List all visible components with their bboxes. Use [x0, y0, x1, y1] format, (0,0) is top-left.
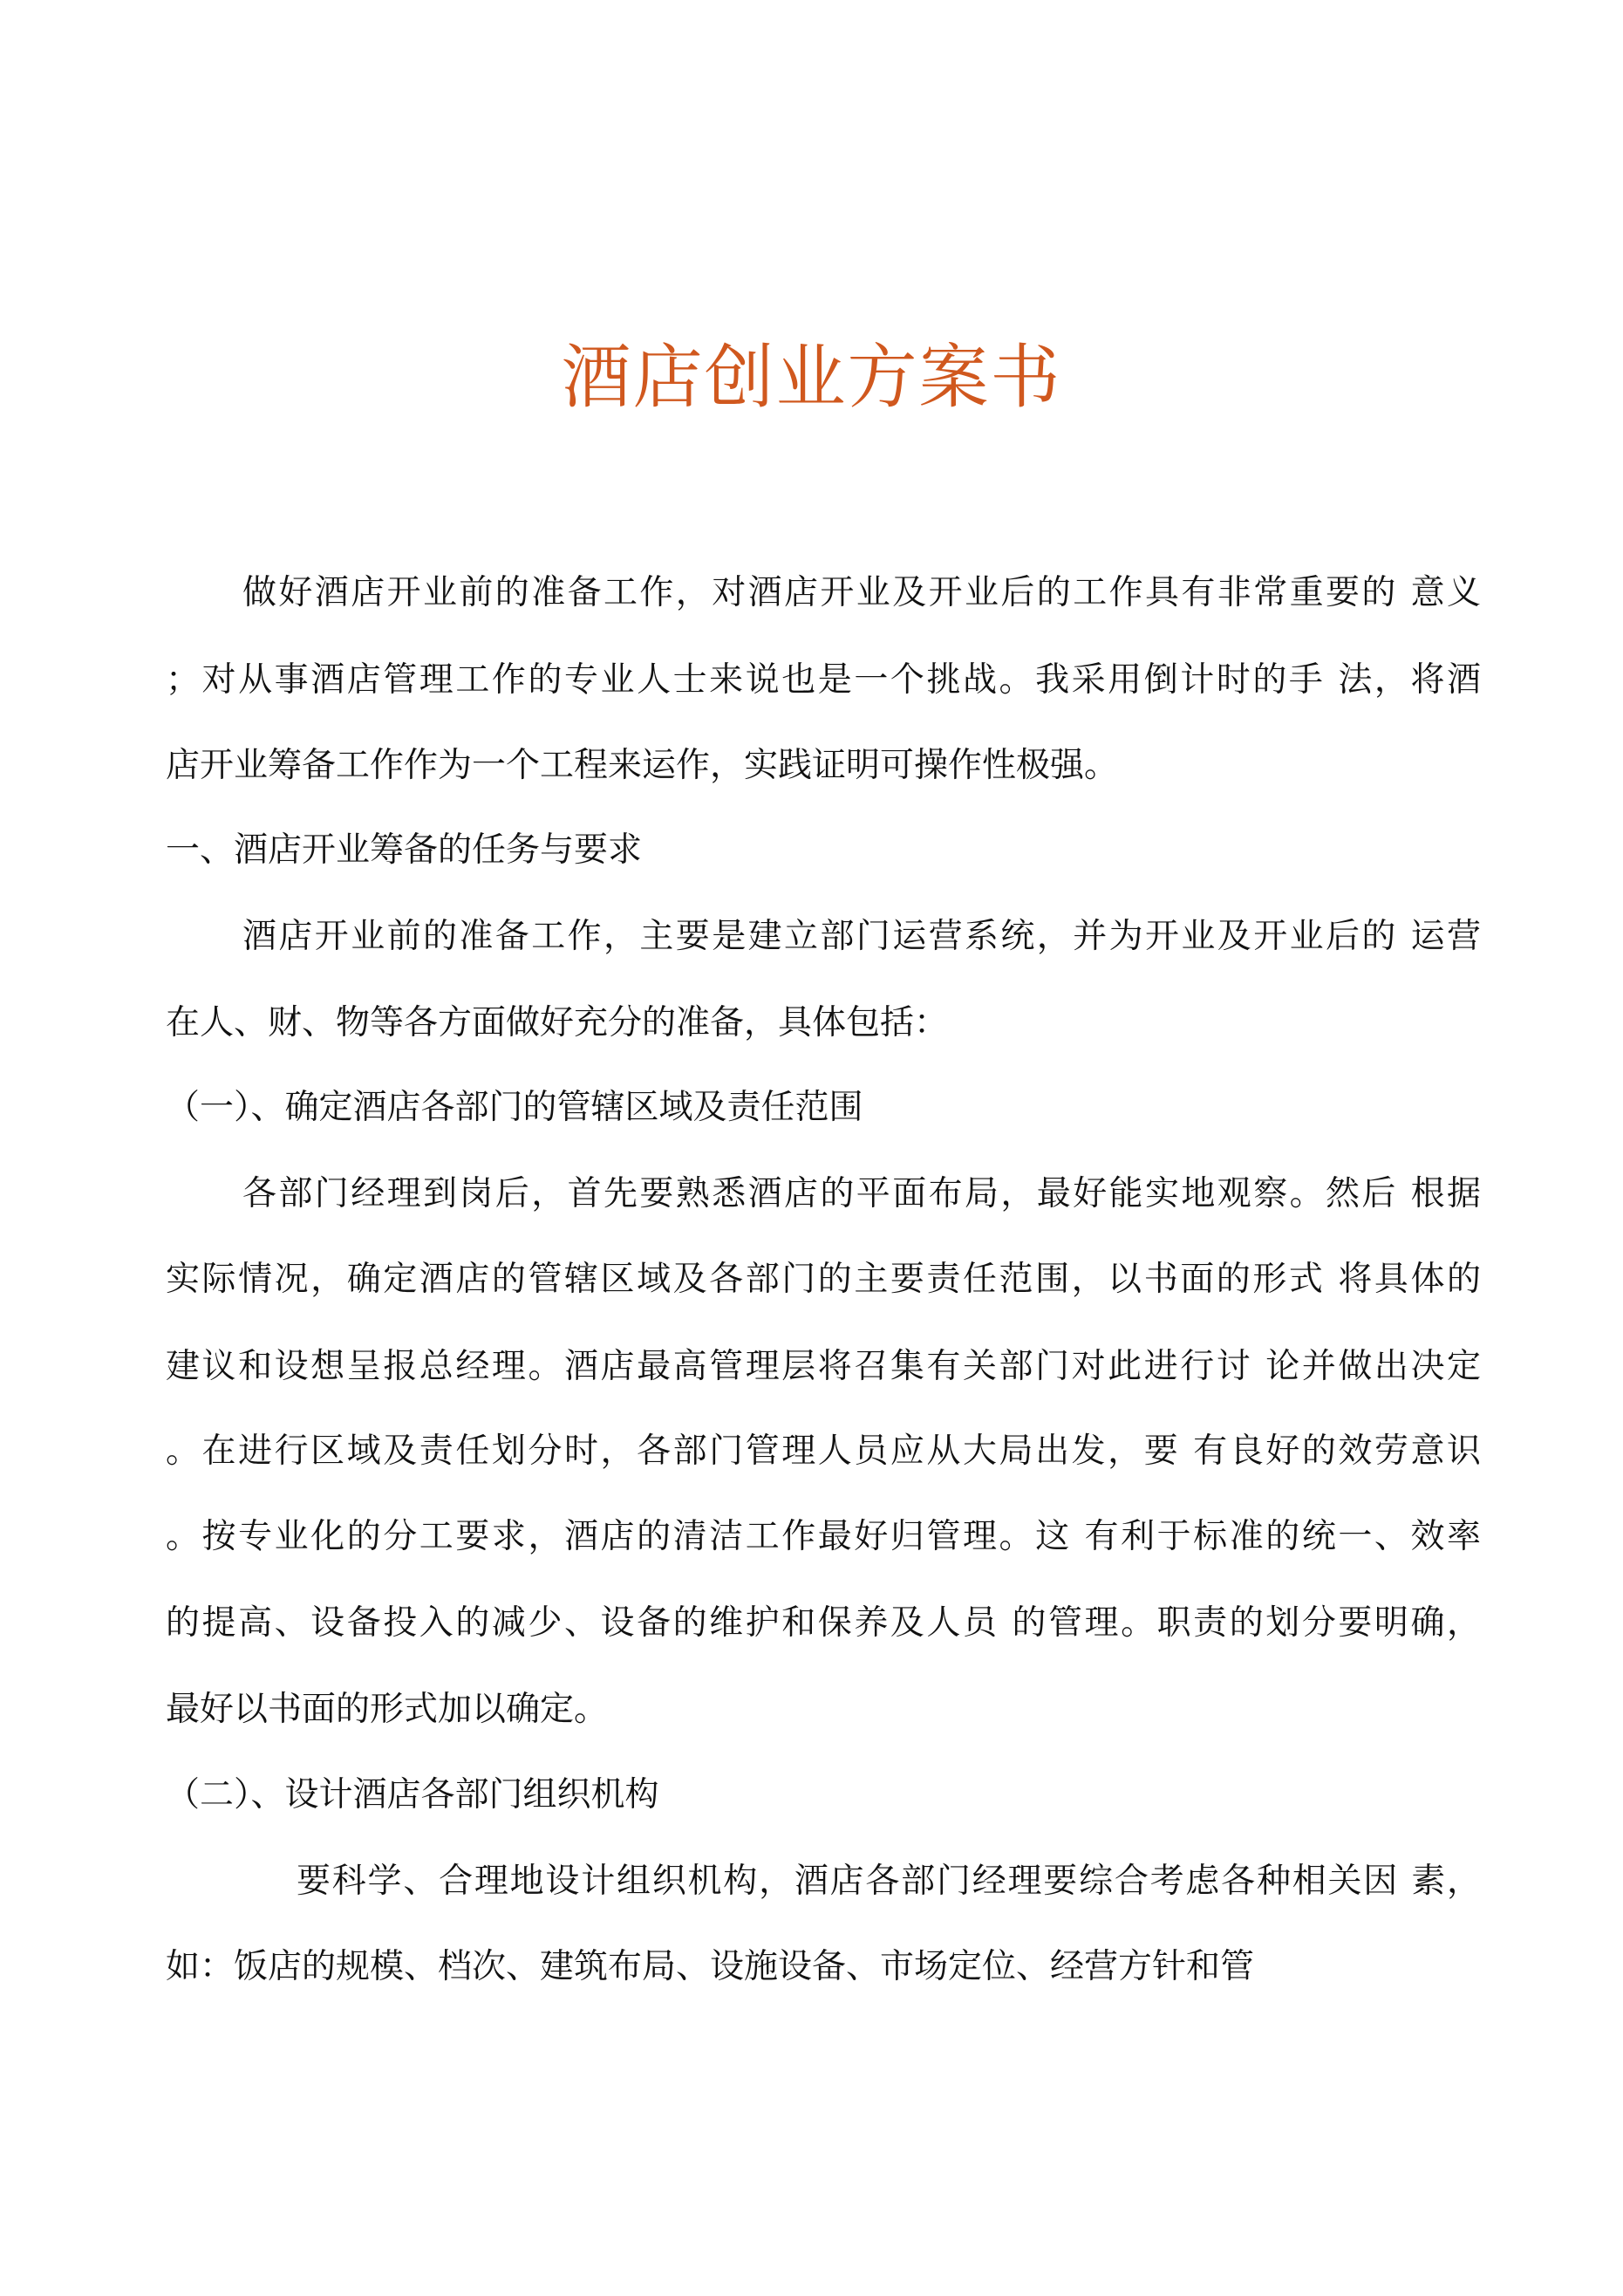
paragraph-line: 如：饭店的规模、档次、建筑布局、设施设备、市场定位、经营方针和管	[166, 1947, 1255, 1986]
section-heading: （一）、确定酒店各部门的管辖区域及责任范围	[166, 1088, 863, 1127]
paragraph-line: 。按专业化的分工要求，酒店的清洁工作最好归管理。这 有利于标准的统一、效率	[166, 1517, 1481, 1556]
paragraph-line: 。在进行区域及责任划分时，各部门管理人员应从大局出发，要 有良好的效劳意识	[166, 1432, 1481, 1471]
section-heading: 一、酒店开业筹备的任务与要求	[166, 830, 643, 870]
paragraph-line: 做好酒店开业前的准备工作，对酒店开业及开业后的工作具有非常重要的 意义	[242, 573, 1481, 612]
paragraph-line: ；对从事酒店管理工作的专业人士来说也是一个挑战。我采用倒计时的手 法，将酒	[166, 660, 1481, 700]
paragraph-line: 各部门经理到岗后，首先要熟悉酒店的平面布局，最好能实地观察。然后 根据	[242, 1174, 1481, 1213]
paragraph-line: 的提高、设备投入的减少、设备的维护和保养及人员 的管理。职责的划分要明确，	[166, 1603, 1481, 1643]
paragraph-line: 最好以书面的形式加以确定。	[166, 1690, 609, 1729]
paragraph-line: 酒店开业前的准备工作，主要是建立部门运营系统，并为开业及开业后的 运营	[242, 917, 1481, 956]
paragraph-line: 要科学、合理地设计组织机构，酒店各部门经理要综合考虑各种相关因 素，	[297, 1862, 1481, 1901]
paragraph-line: 店开业筹备工作作为一个工程来运作，实践证明可操作性极强。	[166, 746, 1119, 785]
paragraph-line: 在人、财、物等各方面做好充分的准备，具体包括：	[166, 1003, 949, 1042]
paragraph-line: 建议和设想呈报总经理。酒店最高管理层将召集有关部门对此进行讨 论并做出决定	[166, 1347, 1481, 1386]
document-title: 酒店创业方案书	[561, 337, 1062, 418]
paragraph-line: 实际情况，确定酒店的管辖区域及各部门的主要责任范围，以书面的形式 将具体的	[166, 1260, 1481, 1299]
section-heading: （二）、设计酒店各部门组织机构	[166, 1775, 659, 1814]
